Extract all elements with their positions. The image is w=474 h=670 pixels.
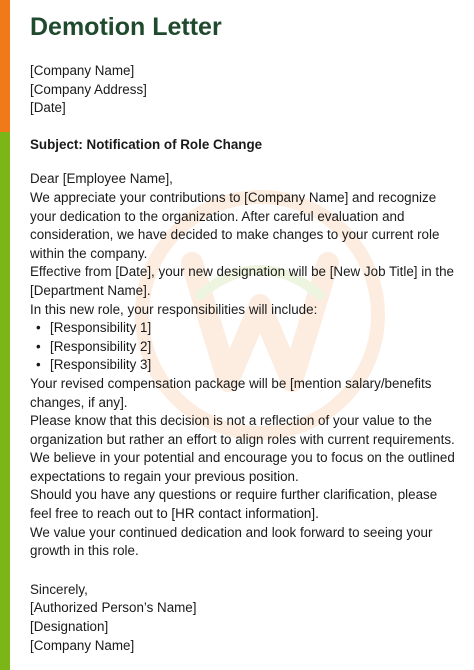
accent-bar-orange [0,0,10,132]
signoff-company-name: [Company Name] [30,637,135,653]
designation: [Designation] [30,619,109,635]
subject-line: Subject: Notification of Role Change [30,136,263,152]
paragraph-appreciation: We appreciate your contributions to [Company Name] and recognize your dedication to the organization. After careful evaluation and consideration, we have decided to make changes to your current role within the company. [30,189,440,261]
responsibilities-list [30,319,460,375]
accent-bar-green [0,132,10,670]
authorized-person-name: [Authorized Person’s Name] [30,600,197,616]
company-name: [Company Name] [30,63,135,78]
letter-content [30,12,460,655]
paragraph-closing: We value your continued dedication and look forward to seeing your growth in this role. [30,524,433,559]
paragraph-effective-date: Effective from [Date], your new designation will be [New Job Title] in the [Department Name]. [30,264,454,298]
paragraph-responsibilities-intro: In this new role, your responsibilities will include: [30,301,318,317]
paragraph-compensation: Your revised compensation package will be [mention salary/benefits changes, if any]. [30,375,432,410]
paragraph-questions: Should you have any questions or require further clarification, please feel free to reach out to [HR contact information]. [30,487,438,522]
page-title: Demotion Letter [30,13,222,41]
signature-block [30,581,460,655]
bullet-icon: • [36,320,41,336]
company-address: [Company Address] [30,81,147,97]
sincerely: Sincerely, [30,581,88,597]
bullet-icon: • [36,357,41,373]
company-header-block [30,62,460,118]
list-item: • [Responsibility 3] [50,356,460,375]
bullet-icon: • [36,338,41,354]
list-item: • [Responsibility 1] [50,319,460,338]
list-item: • [Responsibility 2] [50,338,460,357]
salutation: Dear [Employee Name], [30,171,173,187]
paragraph-decision: Please know that this decision is not a reflection of your value to the organization but rather an effort to align roles with current requirements. We believe in your potential and encourage you to focus on the outlined expectations to regain your previous position. [30,413,455,484]
letter-date: [Date] [30,100,66,116]
